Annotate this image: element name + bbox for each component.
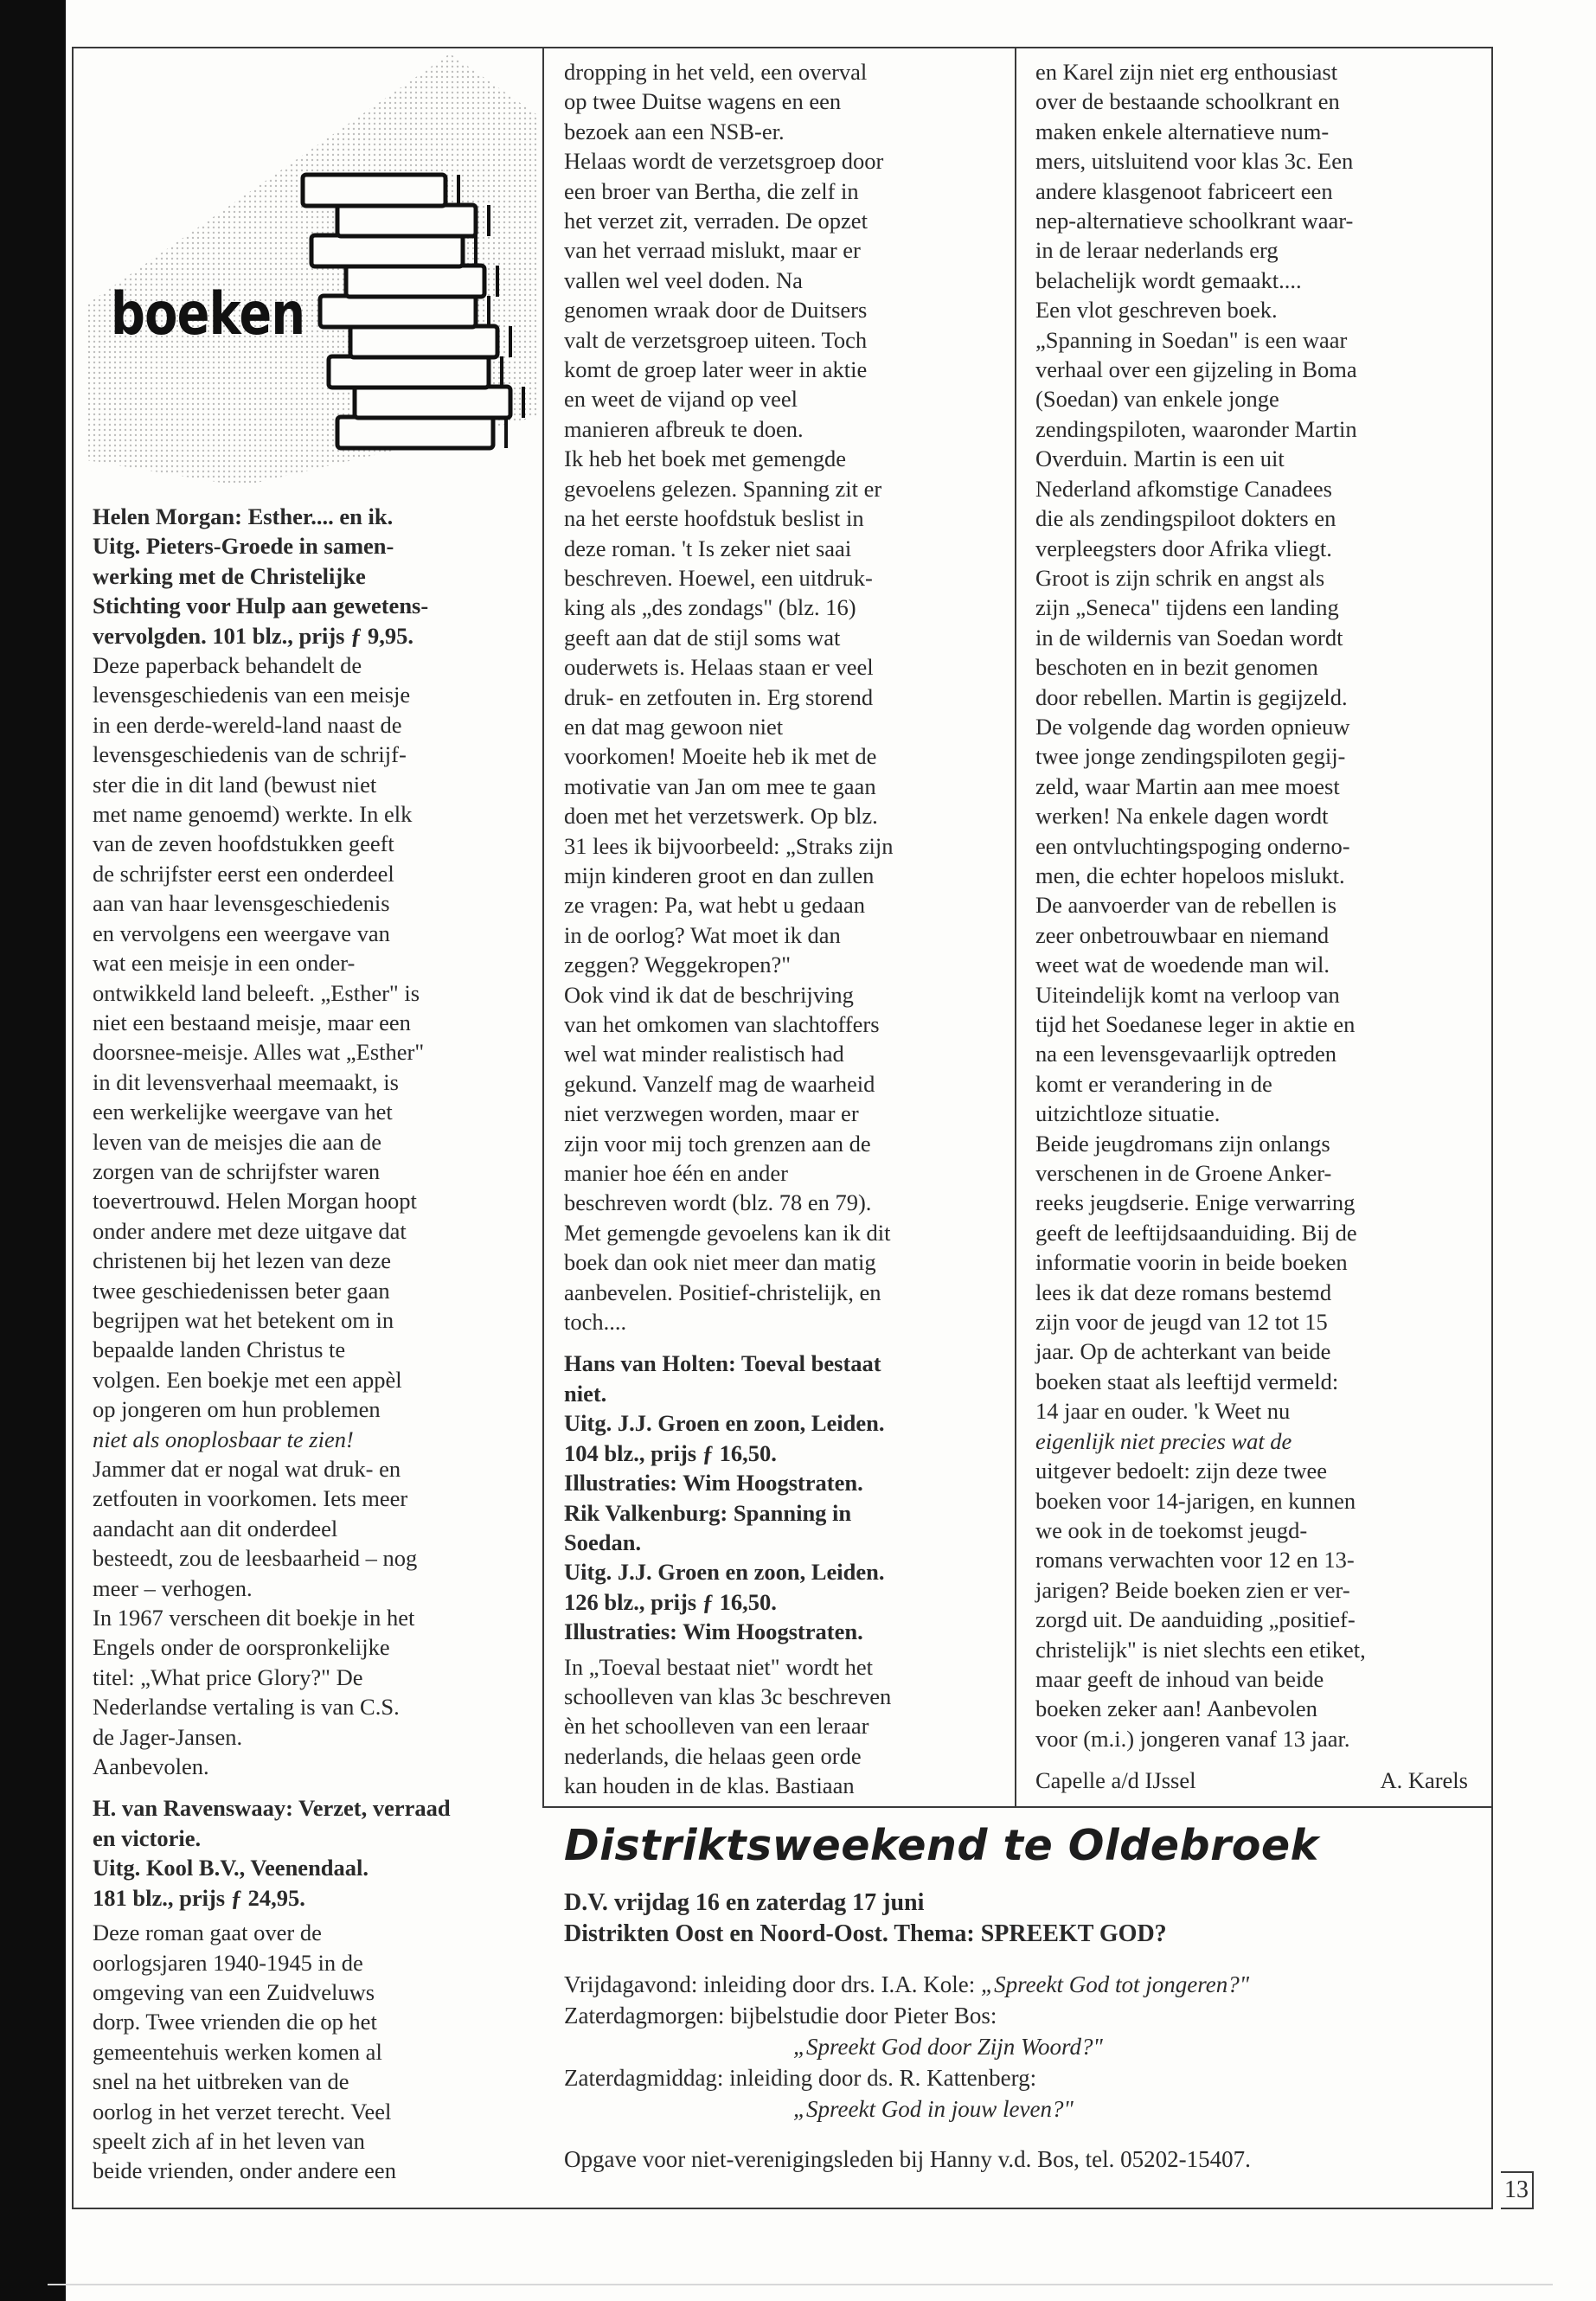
text-line: schoolleven van klas 3c beschreven [564,1682,892,1709]
review-body-verzet [93,1918,515,2186]
column-divider-2 [1015,47,1016,1807]
heading-line: Soedan. [564,1529,642,1555]
text-line: boek dan ook niet meer dan matig [564,1249,876,1276]
heading-line: Illustraties: Wim Hoogstraten. [564,1470,863,1497]
text-line: boeken zeker aan! Aanbevolen [1035,1695,1317,1722]
review-body-toeval [564,1652,990,1801]
text-line: genomen wraak door de Duitsers [564,297,868,324]
text-line: bepaalde landen Christus te [93,1336,346,1363]
text-line: toch.... [564,1309,627,1336]
text-line: verpleegsters door Afrika vliegt. [1035,535,1332,561]
text-line: zendingspiloten, waaronder Martin [1035,415,1357,442]
text-line: twee geschiedenissen beter gaan [93,1277,390,1304]
text-line: christenen bij het lezen van deze [93,1247,392,1274]
text-line: kan houden in de klas. Bastiaan [564,1772,855,1799]
text-line: bezoek aan een NSB-er. [564,118,785,144]
text-line: nederlands, die helaas geen orde [564,1742,862,1769]
heading-line: Uitg. J.J. Groen en zoon, Leiden. [564,1410,885,1437]
signature-place: Capelle a/d IJssel [1035,1767,1196,1794]
text-line: doorsnee-meisje. Alles wat „Esther" [93,1039,425,1066]
text-line: jarigen? Beide boeken zien er ver- [1035,1576,1350,1603]
text-line: een ontvluchtingspoging onderno- [1035,832,1350,859]
review-heading-esther [93,502,515,651]
column-2 [564,57,990,1801]
text-line: manier hoe één en ander [564,1160,788,1187]
binding-spine [0,0,66,2301]
text-line: onder andere met deze uitgave dat [93,1217,407,1244]
text-line: in dit levensverhaal meemaakt, is [93,1068,399,1095]
text-line: de Jager-Jansen. [93,1723,243,1750]
review-body-esther-cont [93,1454,515,1781]
text-line: mijn kinderen groot en dan zullen [564,862,875,888]
text-line: De aanvoerder van de rebellen is [1035,892,1337,919]
signature-name: A. Karels [1380,1767,1468,1794]
review-heading-verzet [93,1793,515,1913]
text-line: Deze paperback behandelt de [93,652,362,679]
text-line: zeld, waar Martin aan mee moest [1035,772,1340,799]
text-line: lees ik dat deze romans bestemd [1035,1279,1332,1305]
text-line: aan van haar levensgeschiedenis [93,890,390,917]
heading-line: Uitg. J.J. Groen en zoon, Leiden. [564,1559,885,1586]
text-line: op jongeren om hun problemen [93,1396,381,1423]
program-saturday-morning-title: „Spreekt God door Zijn Woord?" [793,2034,1103,2060]
text-line: motivatie van Jan om mee te gaan [564,772,876,799]
book-stack-icon [87,54,536,486]
notice-date: D.V. vrijdag 16 en zaterdag 17 juni [564,1889,925,1916]
program-friday: Vrijdagavond: inleiding door drs. I.A. Kole: „Spreekt God tot jongeren?" [564,1971,1250,1997]
text-line: gekund. Vanzelf mag de waarheid [564,1070,875,1097]
text-line: aandacht aan dit onderdeel [93,1515,338,1541]
text-line: vallen wel veel doden. Na [564,266,803,293]
heading-line: 126 blz., prijs ƒ 16,50. [564,1588,777,1615]
text-line: zijn voor de jeugd van 12 tot 15 [1035,1309,1328,1336]
text-line: ster die in dit land (bewust niet [93,771,377,798]
signature [1035,1766,1468,1795]
column-3 [1035,57,1468,1796]
text-line: reeks jeugdserie. Enige verwarring [1035,1189,1356,1216]
text-line: In 1967 verscheen dit boekje in het [93,1605,415,1631]
text-line: meer – verhogen. [93,1574,253,1601]
text-line: in een derde-wereld-land naast de [93,711,402,738]
text-line: Nederlandse vertaling is van C.S. [93,1694,400,1721]
text-line: zorgen van de schrijfster waren [93,1157,381,1184]
text-line: èn het schoolleven van een leraar [564,1713,869,1740]
review-heading-toeval-soedan [564,1349,990,1646]
text-line: oorlog in het verzet terecht. Veel [93,2098,392,2125]
text-line: komt er verandering in de [1035,1070,1272,1097]
page-number: 13 [1501,2171,1534,2209]
text-line: Ik heb het boek met gemengde [564,445,846,472]
text-line: verhaal over een gijzeling in Boma [1035,356,1357,383]
text-line: door rebellen. Martin is gegijzeld. [1035,683,1348,710]
text-line: ouderwets is. Helaas staan er veel [564,654,874,681]
text-line: niet een bestaand meisje, maar een [93,1009,411,1035]
text-line: Uiteindelijk komt na verloop van [1035,981,1340,1008]
review-body-esther [93,651,515,1425]
text-line: levensgeschiedenis van de schrijf- [93,741,407,768]
text-line: zorgd uit. De aanduiding „positief- [1035,1606,1356,1633]
heading-line: werking met de Christelijke [93,562,366,589]
text-line: werken! Na enkele dagen wordt [1035,803,1329,830]
text-line: romans verwachten voor 12 en 13- [1035,1547,1355,1574]
text-line: voor (m.i.) jongeren vanaf 13 jaar. [1035,1725,1350,1752]
text-line: (Soedan) van enkele jonge [1035,386,1279,413]
heading-line: Helen Morgan: Esther.... en ik. [93,503,394,529]
text-line: twee jonge zendingspiloten gegij- [1035,743,1346,770]
text-line: zeggen? Weggekropen?" [564,952,792,978]
heading-line: Uitg. Pieters-Groede in samen- [93,533,394,560]
text-line: volgen. Een boekje met een appèl [93,1366,402,1393]
text-line: Engels onder de oorspronkelijke [93,1634,390,1661]
text-line: beide vrienden, onder andere een [93,2157,396,2184]
text-line: weet wat de woedende man wil. [1035,952,1330,978]
text-line: gemeentehuis werken komen al [93,2038,382,2065]
text-line: beschreven. Hoewel, een uitdruk- [564,564,873,591]
text-line: voorkomen! Moeite heb ik met de [564,743,877,770]
text-line: van het verraad mislukt, maar er [564,237,861,264]
text-line: na een levensgevaarlijk optreden [1035,1041,1337,1067]
text-line: levensgeschiedenis van een meisje [93,682,411,708]
notice-registration: Opgave voor niet-verenigingsleden bij Hanny v.d. Bos, tel. 05202-15407. [564,2146,1251,2172]
boeken-logo [87,54,536,486]
text-line: verschenen in de Groene Anker- [1035,1160,1332,1187]
text-line: snel na het uitbreken van de [93,2068,349,2095]
text-line: de schrijfster eerst een onderdeel [93,860,394,887]
text-line: aanbevelen. Positief-christelijk, en [564,1279,881,1305]
text-line: Aanbevolen. [93,1753,209,1780]
text-line: tijd het Soedanese leger in aktie en [1035,1011,1356,1037]
text-line: Beide jeugdromans zijn onlangs [1035,1130,1330,1157]
text-line: zetfouten in voorkomen. Iets meer [93,1485,408,1512]
heading-line: H. van Ravenswaay: Verzet, verraad [93,1795,451,1822]
text-line: in de wildernis van Soedan wordt [1035,624,1343,651]
text-line: en vervolgens een weergave van [93,920,390,946]
notice-box [547,1821,1490,2175]
column-divider-1 [542,47,544,1807]
text-line: Groot is zijn schrik en angst als [1035,564,1325,591]
text-line: manieren afbreuk te doen. [564,415,804,442]
text-line: Helaas wordt de verzetsgroep door [564,148,884,175]
text-line: beschreven wordt (blz. 78 en 79). [564,1189,872,1216]
heading-line: en victorie. [93,1824,202,1851]
text-line: Deze roman gaat over de [93,1920,322,1946]
text-line: uitgever bedoelt: zijn deze twee [1035,1458,1327,1484]
text-line: begrijpen wat het betekent om in [93,1306,394,1333]
text-line: niet verzwegen worden, maar er [564,1100,859,1127]
text-line: Een vlot geschreven boek. [1035,297,1278,324]
text-line: belachelijk wordt gemaakt.... [1035,266,1302,293]
review-body-toeval-cont [1035,57,1468,1426]
text-line: druk- en zetfouten in. Erg storend [564,683,874,710]
text-line: speelt zich af in het leven van [93,2127,365,2154]
text-line: Nederland afkomstige Canadees [1035,475,1332,502]
text-line: en dat mag gewoon niet [564,713,784,740]
heading-line: Illustraties: Wim Hoogstraten. [564,1618,863,1645]
text-line: Ook vind ik dat de beschrijving [564,981,854,1008]
text-line: Met gemengde gevoelens kan ik dit [564,1219,891,1246]
text-line: 14 jaar en ouder. 'k Weet nu [1035,1398,1291,1425]
text-line: over de bestaande schoolkrant en [1035,88,1340,115]
notice-top-rule [542,1806,1493,1808]
text-line: we ook in de toekomst jeugd- [1035,1516,1308,1543]
text-line: dorp. Twee vrienden die op het [93,2009,377,2035]
review-body-verzet-cont [564,57,990,1336]
text-line: een broer van Bertha, die zelf in [564,177,859,204]
heading-line: 104 blz., prijs ƒ 16,50. [564,1439,777,1466]
text-line: uitzichtloze situatie. [1035,1100,1221,1127]
review-body-conclusion [1035,1456,1468,1753]
text-line: king als „des zondags" (blz. 16) [564,594,856,621]
heading-line: niet. [564,1380,607,1407]
text-line: het verzet zit, verraden. De opzet [564,208,868,234]
text-line: ze vragen: Pa, wat hebt u gedaan [564,892,866,919]
text-line: valt de verzetsgroep uiteen. Toch [564,326,868,353]
heading-line: vervolgden. 101 blz., prijs ƒ 9,95. [93,622,413,649]
text-line: maken enkele alternatieve num- [1035,118,1330,144]
text-line: ontwikkeld land beleeft. „Esther" is [93,979,420,1006]
text-line: en weet de vijand op veel [564,386,798,413]
text-line: en Karel zijn niet erg enthousiast [1035,59,1338,85]
text-line: maar geeft de inhoud van beide [1035,1665,1324,1692]
text-line: titel: „What price Glory?" De [93,1663,363,1690]
text-line: informatie voorin in beide boeken [1035,1249,1348,1276]
text-line: Overduin. Martin is een uit [1035,445,1285,472]
text-line: zijn voor mij toch grenzen aan de [564,1130,871,1157]
text-line: doen met het verzetswerk. Op blz. [564,803,878,830]
text-line: dropping in het veld, een overval [564,59,868,85]
text-line: mers, uitsluitend voor klas 3c. Een [1035,148,1354,175]
text-line: Jammer dat er nogal wat druk- en [93,1456,401,1482]
text-line: in de oorlog? Wat moet ik dan [564,921,841,948]
text-line: zijn „Seneca" tijdens een landing [1035,594,1339,621]
italic-phrase: niet als onoplosbaar te zien! [93,1426,354,1452]
program-saturday-morning: Zaterdagmorgen: bijbelstudie door Pieter Bos: [564,2003,997,2029]
text-line: andere klasgenoot fabriceert een [1035,177,1333,204]
notice-theme: Distrikten Oost en Noord-Oost. Thema: SPREEKT GOD? [564,1920,1167,1947]
text-line: met name genoemd) werkte. In elk [93,801,413,828]
text-line: van de zeven hoofdstukken geeft [93,830,394,857]
text-line: die als zendingspiloot dokters en [1035,505,1336,532]
text-line: In „Toeval bestaat niet" wordt het [564,1653,874,1680]
notice-title: Distriktsweekend te Oldebroek [564,1821,1319,1870]
text-line: leven van de meisjes die aan de [93,1128,382,1155]
text-line: van het omkomen van slachtoffers [564,1011,880,1037]
text-line: oorlogsjaren 1940-1945 in de [93,1949,363,1976]
text-line: geeft de leeftijdsaanduiding. Bij de [1035,1219,1357,1246]
program-saturday-afternoon-title: „Spreekt God in jouw leven?" [793,2096,1074,2122]
notice-program [564,1969,1490,2175]
text-line: „Spanning in Soedan" is een waar [1035,326,1348,353]
heading-line: Uitg. Kool B.V., Veenendaal. [93,1855,369,1881]
heading-line: Stichting voor Hulp aan gewetens- [93,593,429,619]
text-line: geeft aan dat de stijl soms wat [564,624,841,651]
text-line: 31 lees ik bijvoorbeeld: „Straks zijn [564,832,894,859]
text-line: zeer onbetrouwbaar en niemand [1035,921,1330,948]
text-line: wel wat minder realistisch had [564,1041,844,1067]
text-line: christelijk" is niet slechts een etiket, [1035,1636,1366,1663]
text-line: gevoelens gelezen. Spanning zit er [564,475,882,502]
text-line: nep-alternatieve schoolkrant waar- [1035,208,1354,234]
text-line: men, die echter hopeloos mislukt. [1035,862,1345,888]
page-bottom-edge [48,2284,1553,2285]
text-line: De volgende dag worden opnieuw [1035,713,1350,740]
italic-phrase-2: eigenlijk niet precies wat de [1035,1427,1292,1454]
logo-word: boeken [111,280,305,349]
text-line: boeken voor 14-jarigen, en kunnen [1035,1487,1356,1514]
text-line: boeken staat als leeftijd vermeld: [1035,1368,1339,1394]
text-line: beschoten en in bezit genomen [1035,654,1318,681]
text-line: jaar. Op de achterkant van beide [1035,1338,1331,1365]
text-line: omgeving van een Zuidveluws [93,1978,375,2005]
heading-line: 181 blz., prijs ƒ 24,95. [93,1884,305,1911]
program-saturday-afternoon: Zaterdagmiddag: inleiding door ds. R. Kattenberg: [564,2065,1037,2091]
heading-line: Hans van Holten: Toeval bestaat [564,1350,881,1377]
text-line: komt de groep later weer in aktie [564,356,868,383]
text-line: na het eerste hoofdstuk beslist in [564,505,864,532]
heading-line: Rik Valkenburg: Spanning in [564,1499,852,1526]
text-line: een werkelijke weergave van het [93,1099,393,1125]
text-line: besteedt, zou de leesbaarheid – nog [93,1545,418,1572]
text-line: toevertrouwd. Helen Morgan hoopt [93,1188,417,1215]
text-line: deze roman. 't Is zeker niet saai [564,535,852,561]
text-line: in de leraar nederlands erg [1035,237,1279,264]
text-line: op twee Duitse wagens en een [564,88,842,115]
column-1 [93,502,515,2186]
text-line: wat een meisje in een onder- [93,950,356,977]
